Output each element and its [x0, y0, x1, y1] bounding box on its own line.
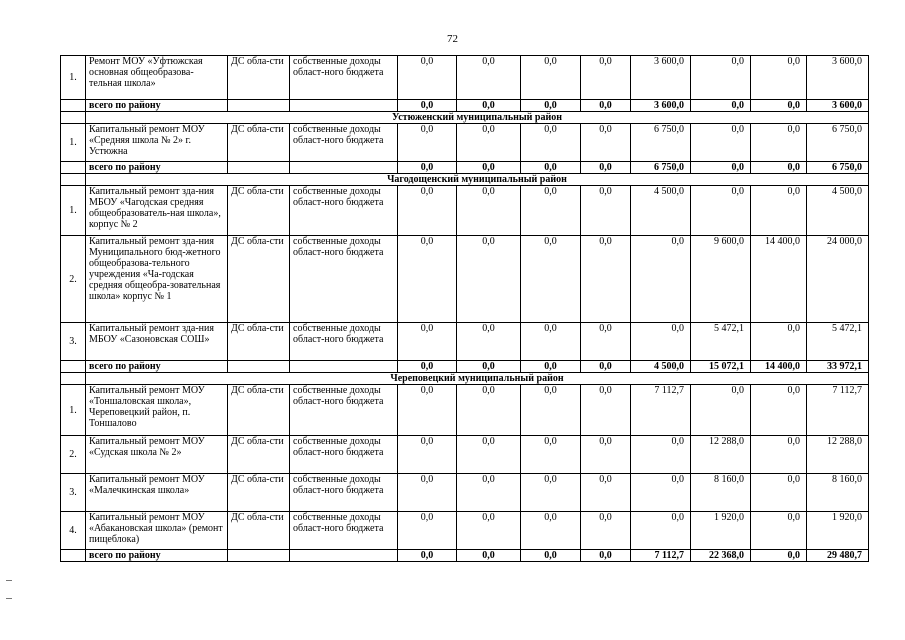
value-cell: 0,0 [521, 436, 581, 474]
value-cell: 0,0 [751, 124, 807, 162]
margin-mark [6, 580, 12, 581]
value-cell: 0,0 [521, 474, 581, 512]
total-value-cell: 0,0 [457, 550, 521, 562]
value-cell: 0,0 [457, 385, 521, 436]
funding-source: ДС обла-сти [228, 186, 290, 236]
page-number: 72 [447, 33, 458, 45]
blank-cell [228, 361, 290, 373]
value-cell: 0,0 [398, 236, 457, 323]
value-cell: 0,0 [398, 186, 457, 236]
value-cell: 0,0 [691, 124, 751, 162]
value-cell: 0,0 [521, 323, 581, 361]
value-cell: 0,0 [581, 512, 631, 550]
blank-cell [61, 550, 86, 562]
value-cell: 0,0 [581, 474, 631, 512]
row-index: 1. [61, 186, 86, 236]
blank-cell [228, 550, 290, 562]
table-row [61, 124, 869, 162]
funding-source: ДС обла-сти [228, 512, 290, 550]
total-value-cell: 0,0 [521, 361, 581, 373]
value-cell: 0,0 [751, 323, 807, 361]
value-cell: 0,0 [457, 56, 521, 100]
funding-type: собственные доходы област-ного бюджета [290, 323, 398, 361]
total-value-cell: 0,0 [457, 162, 521, 174]
blank-cell [290, 100, 398, 112]
value-cell: 0,0 [751, 474, 807, 512]
table-row [61, 323, 869, 361]
total-value-cell: 6 750,0 [807, 162, 869, 174]
row-index: 4. [61, 512, 86, 550]
total-value-cell: 0,0 [398, 361, 457, 373]
value-cell: 0,0 [457, 236, 521, 323]
total-value-cell: 7 112,7 [631, 550, 691, 562]
total-value-cell: 15 072,1 [691, 361, 751, 373]
value-cell: 0,0 [521, 236, 581, 323]
district-row [61, 112, 869, 124]
value-cell: 0,0 [631, 323, 691, 361]
value-cell: 12 288,0 [807, 436, 869, 474]
value-cell: 0,0 [751, 436, 807, 474]
value-cell: 4 500,0 [807, 186, 869, 236]
value-cell: 8 160,0 [691, 474, 751, 512]
row-index: 2. [61, 236, 86, 323]
total-row [61, 162, 869, 174]
value-cell: 0,0 [691, 56, 751, 100]
value-cell: 0,0 [521, 56, 581, 100]
row-index: 3. [61, 474, 86, 512]
table-row [61, 385, 869, 436]
value-cell: 0,0 [398, 124, 457, 162]
value-cell: 0,0 [691, 385, 751, 436]
object-name: Капитальный ремонт МОУ «Тоншаловская школа», Череповецкий район, п. Тоншалово [86, 385, 228, 436]
blank-cell [61, 100, 86, 112]
blank-cell [61, 373, 86, 385]
value-cell: 0,0 [691, 186, 751, 236]
value-cell: 0,0 [398, 436, 457, 474]
budget-table [60, 55, 869, 562]
total-value-cell: 0,0 [457, 361, 521, 373]
total-value-cell: 0,0 [581, 361, 631, 373]
blank-cell [61, 162, 86, 174]
value-cell: 1 920,0 [807, 512, 869, 550]
total-value-cell: 0,0 [521, 162, 581, 174]
value-cell: 8 160,0 [807, 474, 869, 512]
value-cell: 7 112,7 [631, 385, 691, 436]
value-cell: 0,0 [457, 323, 521, 361]
blank-cell [290, 361, 398, 373]
total-value-cell: 0,0 [398, 100, 457, 112]
value-cell: 0,0 [631, 474, 691, 512]
value-cell: 0,0 [581, 385, 631, 436]
value-cell: 0,0 [581, 124, 631, 162]
blank-cell [290, 550, 398, 562]
district-row [61, 373, 869, 385]
total-value-cell: 0,0 [457, 100, 521, 112]
object-name: Капитальный ремонт МОУ «Судская школа № 2» [86, 436, 228, 474]
margin-mark [6, 598, 12, 599]
value-cell: 24 000,0 [807, 236, 869, 323]
total-value-cell: 0,0 [691, 100, 751, 112]
value-cell: 14 400,0 [751, 236, 807, 323]
value-cell: 0,0 [751, 56, 807, 100]
value-cell: 3 600,0 [807, 56, 869, 100]
district-name: Чагодощенский муниципальный район [86, 174, 869, 186]
value-cell: 5 472,1 [691, 323, 751, 361]
table-row [61, 236, 869, 323]
value-cell: 1 920,0 [691, 512, 751, 550]
row-index: 1. [61, 124, 86, 162]
value-cell: 0,0 [398, 474, 457, 512]
value-cell: 0,0 [631, 236, 691, 323]
total-row [61, 550, 869, 562]
funding-type: собственные доходы област-ного бюджета [290, 236, 398, 323]
value-cell: 0,0 [581, 436, 631, 474]
total-value-cell: 0,0 [691, 162, 751, 174]
funding-source: ДС обла-сти [228, 124, 290, 162]
funding-type: собственные доходы област-ного бюджета [290, 436, 398, 474]
total-row [61, 361, 869, 373]
row-index: 2. [61, 436, 86, 474]
object-name: Ремонт МОУ «Уфтюжская основная общеобразова-тельная школа» [86, 56, 228, 100]
value-cell: 7 112,7 [807, 385, 869, 436]
value-cell: 0,0 [521, 512, 581, 550]
total-value-cell: 0,0 [751, 162, 807, 174]
value-cell: 0,0 [751, 186, 807, 236]
district-name: Череповецкий муниципальный район [86, 373, 869, 385]
funding-source: ДС обла-сти [228, 236, 290, 323]
value-cell: 5 472,1 [807, 323, 869, 361]
value-cell: 0,0 [457, 186, 521, 236]
blank-cell [61, 112, 86, 124]
value-cell: 12 288,0 [691, 436, 751, 474]
blank-cell [228, 100, 290, 112]
total-value-cell: 33 972,1 [807, 361, 869, 373]
funding-source: ДС обла-сти [228, 385, 290, 436]
total-label: всего по району [86, 361, 228, 373]
value-cell: 0,0 [521, 385, 581, 436]
funding-type: собственные доходы област-ного бюджета [290, 124, 398, 162]
total-value-cell: 3 600,0 [631, 100, 691, 112]
total-value-cell: 0,0 [581, 550, 631, 562]
value-cell: 0,0 [631, 436, 691, 474]
value-cell: 0,0 [521, 186, 581, 236]
funding-type: собственные доходы област-ного бюджета [290, 474, 398, 512]
value-cell: 6 750,0 [807, 124, 869, 162]
total-value-cell: 4 500,0 [631, 361, 691, 373]
value-cell: 0,0 [457, 512, 521, 550]
total-value-cell: 0,0 [398, 162, 457, 174]
funding-type: собственные доходы област-ного бюджета [290, 56, 398, 100]
object-name: Капитальный ремонт зда-ния МБОУ «Сазоновская СОШ» [86, 323, 228, 361]
value-cell: 0,0 [457, 436, 521, 474]
value-cell: 3 600,0 [631, 56, 691, 100]
value-cell: 0,0 [521, 124, 581, 162]
value-cell: 0,0 [457, 124, 521, 162]
object-name: Капитальный ремонт МОУ «Малечкинская школа» [86, 474, 228, 512]
total-value-cell: 0,0 [581, 100, 631, 112]
value-cell: 9 600,0 [691, 236, 751, 323]
total-value-cell: 29 480,7 [807, 550, 869, 562]
table-row [61, 474, 869, 512]
value-cell: 0,0 [398, 385, 457, 436]
value-cell: 0,0 [398, 56, 457, 100]
total-value-cell: 14 400,0 [751, 361, 807, 373]
total-value-cell: 0,0 [581, 162, 631, 174]
table-row [61, 186, 869, 236]
blank-cell [61, 174, 86, 186]
row-index: 3. [61, 323, 86, 361]
total-label: всего по району [86, 100, 228, 112]
object-name: Капитальный ремонт МОУ «Абакановская школа» (ремонт пищеблока) [86, 512, 228, 550]
total-value-cell: 0,0 [751, 550, 807, 562]
table-row [61, 56, 869, 100]
object-name: Капитальный ремонт МОУ «Средняя школа № 2» г. Устюжна [86, 124, 228, 162]
total-label: всего по району [86, 162, 228, 174]
object-name: Капитальный ремонт зда-ния МБОУ «Чагодская средняя общеобразователь-ная школа», корпус № 2 [86, 186, 228, 236]
total-value-cell: 6 750,0 [631, 162, 691, 174]
value-cell: 0,0 [631, 512, 691, 550]
blank-cell [61, 361, 86, 373]
value-cell: 0,0 [751, 512, 807, 550]
funding-source: ДС обла-сти [228, 323, 290, 361]
total-value-cell: 0,0 [751, 100, 807, 112]
funding-type: собственные доходы област-ного бюджета [290, 512, 398, 550]
total-value-cell: 22 368,0 [691, 550, 751, 562]
blank-cell [290, 162, 398, 174]
total-value-cell: 0,0 [521, 550, 581, 562]
value-cell: 0,0 [457, 474, 521, 512]
funding-type: собственные доходы област-ного бюджета [290, 186, 398, 236]
value-cell: 0,0 [581, 323, 631, 361]
funding-type: собственные доходы област-ного бюджета [290, 385, 398, 436]
total-label: всего по району [86, 550, 228, 562]
row-index: 1. [61, 56, 86, 100]
total-value-cell: 0,0 [398, 550, 457, 562]
value-cell: 0,0 [398, 323, 457, 361]
value-cell: 0,0 [751, 385, 807, 436]
total-value-cell: 0,0 [521, 100, 581, 112]
funding-source: ДС обла-сти [228, 474, 290, 512]
value-cell: 0,0 [398, 512, 457, 550]
table-row [61, 512, 869, 550]
value-cell: 4 500,0 [631, 186, 691, 236]
value-cell: 0,0 [581, 186, 631, 236]
district-row [61, 174, 869, 186]
blank-cell [228, 162, 290, 174]
value-cell: 0,0 [581, 56, 631, 100]
table-row [61, 436, 869, 474]
funding-source: ДС обла-сти [228, 436, 290, 474]
total-value-cell: 3 600,0 [807, 100, 869, 112]
value-cell: 0,0 [581, 236, 631, 323]
funding-source: ДС обла-сти [228, 56, 290, 100]
row-index: 1. [61, 385, 86, 436]
value-cell: 6 750,0 [631, 124, 691, 162]
object-name: Капитальный ремонт зда-ния Муниципального бюд-жетного общеобразова-тельного учреждения «Ча-годская средняя общеобра-зовательная школа» корпус № 1 [86, 236, 228, 323]
district-name: Устюженский муниципальный район [86, 112, 869, 124]
total-row [61, 100, 869, 112]
